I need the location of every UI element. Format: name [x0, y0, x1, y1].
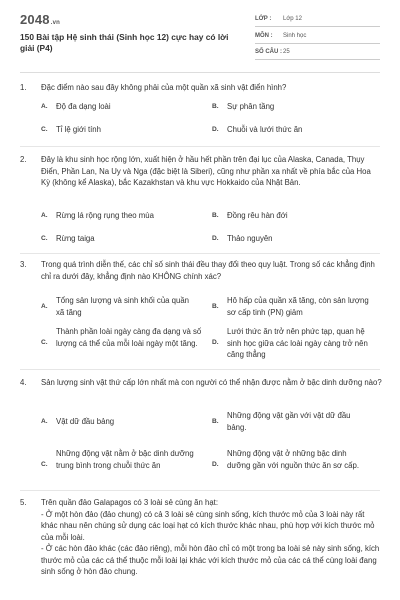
- divider: [255, 43, 380, 44]
- question-divider: [20, 146, 380, 147]
- option-letter: A.: [41, 212, 48, 219]
- option-letter: C.: [41, 126, 48, 133]
- option-text: Tỉ lệ giới tính: [56, 125, 101, 134]
- option-letter: D.: [212, 126, 219, 133]
- meta-class-label: LỚP :: [255, 16, 272, 22]
- option-letter: C.: [41, 339, 48, 346]
- option-text: Chuỗi và lưới thức ăn: [227, 125, 303, 134]
- option-text: Rừng taiga: [56, 234, 95, 243]
- question-stem: Trong quá trình diễn thế, các chỉ số sinh thái đều thay đổi theo quy luật. Trong số các khẳng định chỉ ra dưới đây, khẳng định nào KHÔNG chính xác?: [41, 260, 375, 281]
- question-5: [20, 497, 382, 578]
- question-stem: Đây là khu sinh học rộng lớn, xuất hiện ở hầu hết phần trên đại lục của Alaska, Canada, Thụy Điển, Phần Lan, Na Uy và Nga (đặc biệt là Siberi), cũng như phần xa nhất về phía bắc của Hoa Kỳ (không kể Alaska), bắc Kazakhstan và khu vực Hokkaido của Nhật Bản.: [41, 155, 371, 187]
- question-stem: Đặc điểm nào sau đây không phải của một quần xã sinh vật điển hình?: [41, 83, 287, 92]
- option-text: Thảo nguyên: [227, 234, 273, 243]
- option-text: Tổng sản lượng và sinh khối của quần xã tăng: [56, 296, 190, 317]
- question-4: [20, 377, 382, 389]
- option-text: Những động vật nằm ở bậc dinh dưỡng trung bình trong chuỗi thức ăn: [56, 449, 194, 470]
- option-letter: B.: [212, 418, 219, 425]
- header-divider: [20, 72, 380, 73]
- option-text: Lưới thức ăn trở nên phức tạp, quan hệ sinh học giữa các loài ngày càng trở nên căng thẳng: [227, 327, 368, 359]
- option-text: Độ đa dạng loài: [56, 102, 111, 111]
- option-letter: D.: [212, 339, 219, 346]
- meta-class: [255, 12, 380, 27]
- logo-domain: .vn: [50, 20, 61, 26]
- option-text: Đồng rêu hàn đới: [227, 211, 288, 220]
- site-logo[interactable]: [20, 12, 60, 27]
- option-text: Hô hấp của quần xã tăng, còn sản lượng sơ cấp tinh (PN) giảm: [227, 296, 369, 317]
- stem-line: - Ở một hòn đảo (đảo chung) có cả 3 loài sẻ cùng sinh sống, kích thước mỏ của 3 loài này rất khác nhau nên chúng sử dụng các loại hạt có kích thước khác nhau, phù hợp với kích thước mỏ của mỗi loài.: [41, 509, 375, 542]
- question-divider: [20, 490, 380, 491]
- option-letter: B.: [212, 103, 219, 110]
- question-divider: [20, 253, 380, 254]
- stem-line: - Ở các hòn đảo khác (các đảo riêng), mỗi hòn đảo chỉ có một trong ba loài sẻ này sinh sống, kích thước mỏ của các cá thể thuộc mỗi loài lại khác với kích thước mỏ của các cá thể cùng loài đang sinh sống ở hòn đảo chung.: [41, 544, 380, 576]
- option-text: Những động vật ở những bậc dinh dưỡng gần với nguồn thức ăn sơ cấp.: [227, 449, 359, 470]
- question-1: [20, 82, 382, 94]
- option-text: Sự phân tầng: [227, 102, 275, 111]
- question-3: [20, 259, 382, 282]
- question-divider: [20, 369, 380, 370]
- question-2: [20, 154, 382, 189]
- meta-count-label: SỐ CÂU :: [255, 49, 282, 55]
- option-letter: D.: [212, 461, 219, 468]
- option-text: Rừng lá rộng rụng theo mùa: [56, 211, 154, 220]
- document-title: 150 Bài tập Hệ sinh thái (Sinh học 12) cực hay có lời giải (P4): [20, 32, 229, 53]
- question-number: 4.: [20, 378, 27, 387]
- meta-subject: [255, 29, 380, 44]
- option-letter: A.: [41, 103, 48, 110]
- divider: [255, 59, 380, 60]
- meta-subject-label: MÔN :: [255, 33, 273, 39]
- meta-class-value: Lớp 12: [283, 16, 302, 22]
- option-letter: B.: [212, 212, 219, 219]
- meta-subject-value: Sinh học: [283, 33, 307, 39]
- option-letter: C.: [41, 235, 48, 242]
- option-letter: C.: [41, 461, 48, 468]
- option-letter: D.: [212, 235, 219, 242]
- option-text: Vật dữ đầu bảng: [56, 417, 115, 426]
- question-stem: Sản lượng sinh vật thứ cấp lớn nhất mà con người có thể nhận được nằm ở bậc dinh dưỡng nào?: [41, 378, 382, 387]
- option-letter: B.: [212, 303, 219, 310]
- option-letter: A.: [41, 418, 48, 425]
- question-number: 2.: [20, 155, 27, 164]
- option-text: Những động vật gần với vật dữ đầu bảng.: [227, 411, 351, 432]
- meta-count: [255, 45, 380, 60]
- question-stem: [41, 497, 382, 578]
- document-header: [0, 0, 400, 74]
- question-number: 5.: [20, 498, 27, 507]
- question-number: 1.: [20, 83, 27, 92]
- meta-count-value: 25: [283, 49, 290, 55]
- option-text: Thành phần loài ngày càng đa dạng và số lượng cá thể của mỗi loài ngày một tăng.: [56, 327, 202, 348]
- question-number: 3.: [20, 260, 27, 269]
- divider: [255, 26, 380, 27]
- stem-line: Trên quần đảo Galapagos có 3 loài sẻ cùng ăn hạt:: [41, 498, 218, 507]
- logo-text: 2048: [20, 12, 50, 27]
- option-letter: A.: [41, 303, 48, 310]
